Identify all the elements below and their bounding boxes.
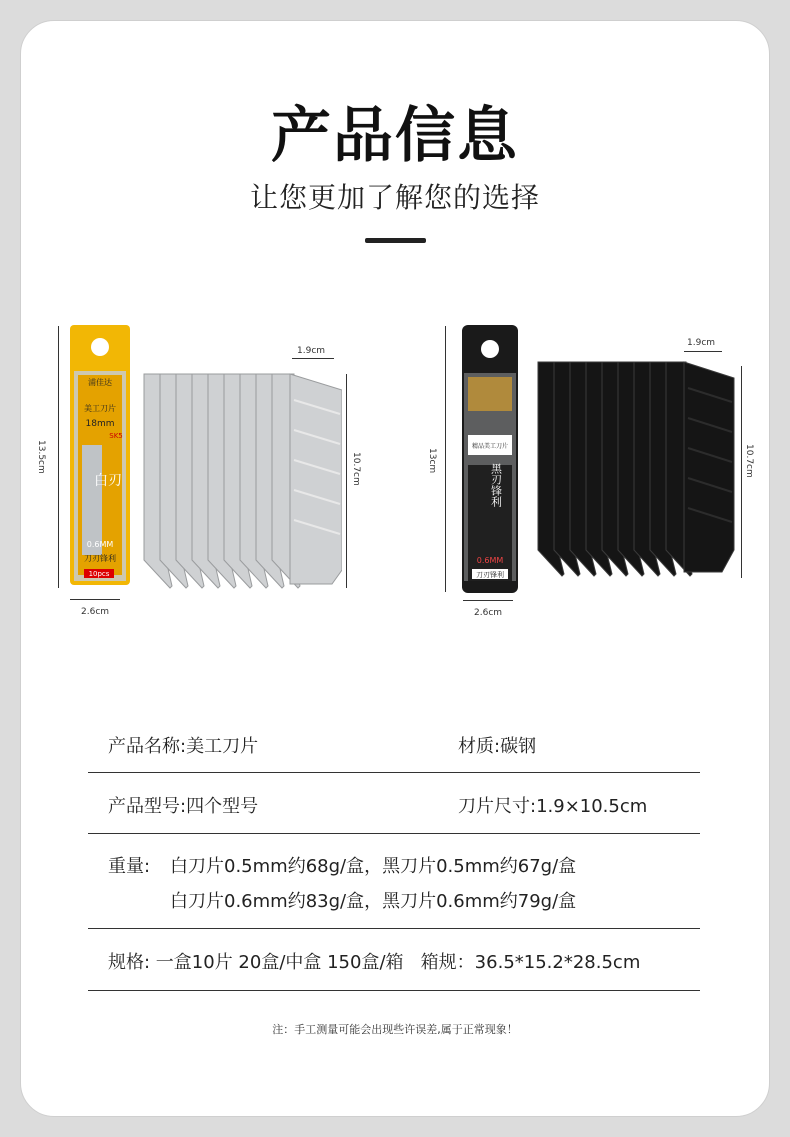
product-material: 材质:碳钢 <box>458 736 537 757</box>
black-pack-type: 黑刃锋利 <box>489 463 503 507</box>
white-pack-code: SK5 <box>109 432 123 440</box>
white-pack-slogan: 刀刃锋利 <box>84 554 116 563</box>
black-pack-thickness: 0.6MM <box>476 556 504 565</box>
blade-size: 刀片尺寸:1.9×10.5cm <box>458 796 648 817</box>
white-blade-length-label: 10.7cm <box>351 452 361 486</box>
title-divider <box>365 238 426 243</box>
product-model: 产品型号:四个型号 <box>108 796 259 817</box>
product-name: 产品名称:美工刀片 <box>108 736 259 757</box>
white-pack-type: 白刃 <box>94 473 122 489</box>
black-blade-length-line <box>741 366 742 578</box>
black-pack-height-line <box>445 326 446 592</box>
measurement-note: 注：手工测量可能会出现些许误差,属于正常现象！ <box>272 1023 518 1036</box>
black-pack-width-line <box>463 600 513 601</box>
white-pack-size: 18mm <box>85 419 115 429</box>
black-pack-name: 精品美工刀片 <box>471 443 509 450</box>
white-blade-width-line <box>292 358 334 359</box>
white-blade-length-line <box>346 374 347 588</box>
info-divider <box>88 928 700 929</box>
weight-label: 重量: <box>108 856 151 877</box>
info-divider <box>88 990 700 991</box>
white-pack-thickness: 0.6MM <box>86 540 114 549</box>
black-blade-pack-image <box>460 325 520 595</box>
white-pack-count: 10pcs <box>88 570 110 578</box>
info-divider <box>88 833 700 834</box>
black-blade-length-label: 10.7cm <box>744 444 754 478</box>
black-pack-slogan: 刀刃锋利 <box>476 571 504 579</box>
black-blade-width-label: 1.9cm <box>687 338 716 348</box>
white-blade-pack-image <box>68 325 132 587</box>
black-blade-width-line <box>684 351 722 352</box>
white-blades-image <box>142 370 342 590</box>
white-pack-height-label: 13.5cm <box>36 440 46 474</box>
weight-line-2: 白刀片0.6mm约83g/盒，黑刀片0.6mm约79g/盒 <box>170 891 577 912</box>
black-blades-image <box>536 360 736 580</box>
page-title: 产品信息 <box>271 101 519 171</box>
pack-height-line <box>58 326 59 588</box>
page-subtitle: 让您更加了解您的选择 <box>249 181 540 214</box>
white-pack-width-label: 2.6cm <box>81 607 110 617</box>
packing-spec: 规格: 一盒10片 20盒/中盒 150盒/箱 箱规：36.5*15.2*28.5cm <box>108 952 641 973</box>
black-pack-height-label: 13cm <box>427 448 437 474</box>
weight-line-1: 白刀片0.5mm约68g/盒，黑刀片0.5mm约67g/盒 <box>170 856 577 877</box>
white-blade-width-label: 1.9cm <box>297 346 326 356</box>
white-pack-name: 美工刀片 <box>84 404 116 413</box>
black-pack-width-label: 2.6cm <box>474 608 503 618</box>
white-pack-width-line <box>70 599 120 600</box>
info-divider <box>88 772 700 773</box>
white-pack-brand: 浦佳达 <box>88 378 112 387</box>
